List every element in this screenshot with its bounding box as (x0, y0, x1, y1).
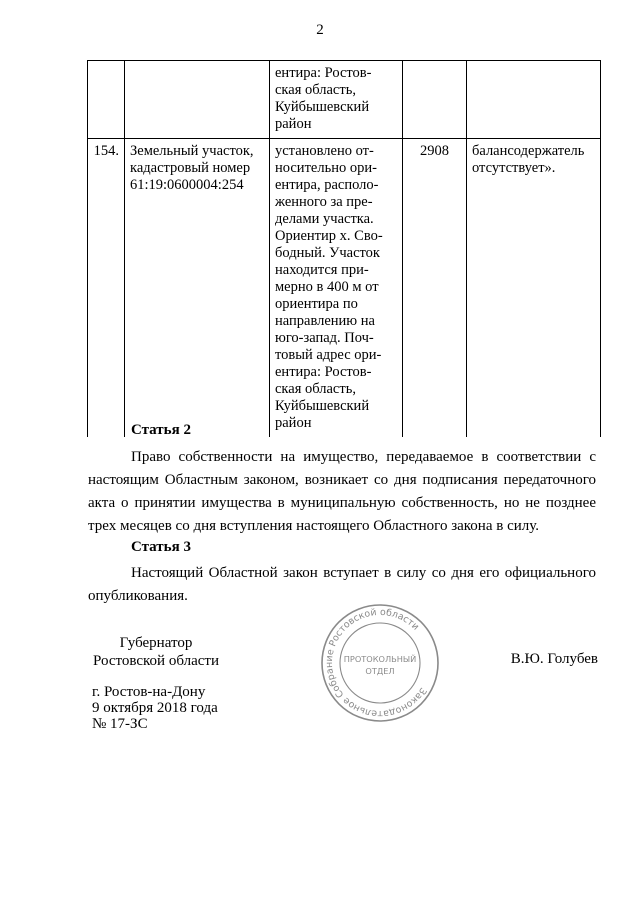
cell-line: ская область, (275, 381, 356, 397)
property-table (87, 60, 601, 437)
property-location (270, 61, 403, 139)
cell-line: ентира: Ростов- (275, 364, 372, 380)
cell-line: ориентира по (275, 296, 358, 312)
cell-line: бодный. Участок (275, 245, 380, 261)
article-2-line: трех месяцев со дня вступления настоящего Областного закона в силу. (88, 518, 539, 534)
cell-line: юго-запад. Поч- (275, 330, 374, 346)
row-number (88, 61, 125, 139)
stamp-center-text: ПРОТОКОЛЬНЫЙ (343, 654, 417, 664)
cell-line: Ориентир х. Сво- (275, 228, 383, 244)
cell-line: делами участка. (275, 211, 374, 227)
position-line: Ростовской области (93, 653, 219, 669)
law-number: № 17-ЗС (92, 716, 148, 732)
property-note (467, 139, 601, 438)
cell-line: балансодержатель (472, 143, 585, 159)
cell-line: женного за пре- (275, 194, 373, 210)
cell-line: мерно в 400 м от (275, 279, 379, 295)
signatory-name: В.Ю. Голубев (510, 651, 598, 667)
article-3-title: Статья 3 (131, 539, 191, 555)
property-area: 2908 (403, 139, 467, 438)
article-2-line: настоящим Областным законом, возникает со дня подписания передаточного (88, 472, 596, 488)
cell-line: установлено от- (275, 143, 374, 159)
table-row (88, 61, 601, 139)
position-line: Губернатор (119, 635, 193, 651)
table-row (88, 139, 601, 438)
stamp-ring-text: Законодательное Собрание Ростовской области (323, 606, 429, 720)
article-2-text (88, 446, 596, 538)
date: 9 октября 2018 года (92, 700, 218, 716)
cell-line: 61:19:0600004:254 (130, 177, 244, 193)
property-area (403, 61, 467, 139)
property-name (125, 61, 270, 139)
city: г. Ростов-на-Дону (92, 684, 206, 700)
cell-line: Куйбышевский (275, 398, 370, 414)
cell-line: отсутствует». (472, 160, 556, 176)
cell-line: товый адрес ори- (275, 347, 382, 363)
article-3-line: опубликования. (88, 588, 188, 604)
cell-line: район (275, 415, 312, 431)
cell-line: ентира: Ростов- (275, 65, 372, 81)
article-3-line: Настоящий Областной закон вступает в силу со дня его официального (131, 565, 596, 581)
protocol-department-stamp (319, 602, 441, 724)
row-number: 154. (88, 139, 125, 438)
page-number: 2 (316, 22, 324, 38)
property-location (270, 139, 403, 438)
article-2-line: акта о принятии имущества в муниципальную собственность, но не позднее (88, 495, 596, 511)
cell-line: находится при- (275, 262, 369, 278)
cell-line: носительно ори- (275, 160, 377, 176)
signatory-position (92, 634, 220, 670)
cell-line: ентира, располо- (275, 177, 379, 193)
cell-line: ская область, (275, 82, 356, 98)
place-date-block (92, 684, 218, 732)
cell-line: район (275, 116, 312, 132)
property-name (125, 139, 270, 438)
cell-line: Куйбышевский (275, 99, 370, 115)
cell-line: кадастровый номер (130, 160, 251, 176)
stamp-center-text: ОТДЕЛ (365, 666, 395, 676)
cell-line: Земельный участок, (130, 143, 254, 159)
article-2-title: Статья 2 (131, 422, 191, 438)
article-2-line: Право собственности на имущество, передаваемое в соответствии с (131, 449, 596, 465)
cell-line: направлению на (275, 313, 375, 329)
property-note (467, 61, 601, 139)
